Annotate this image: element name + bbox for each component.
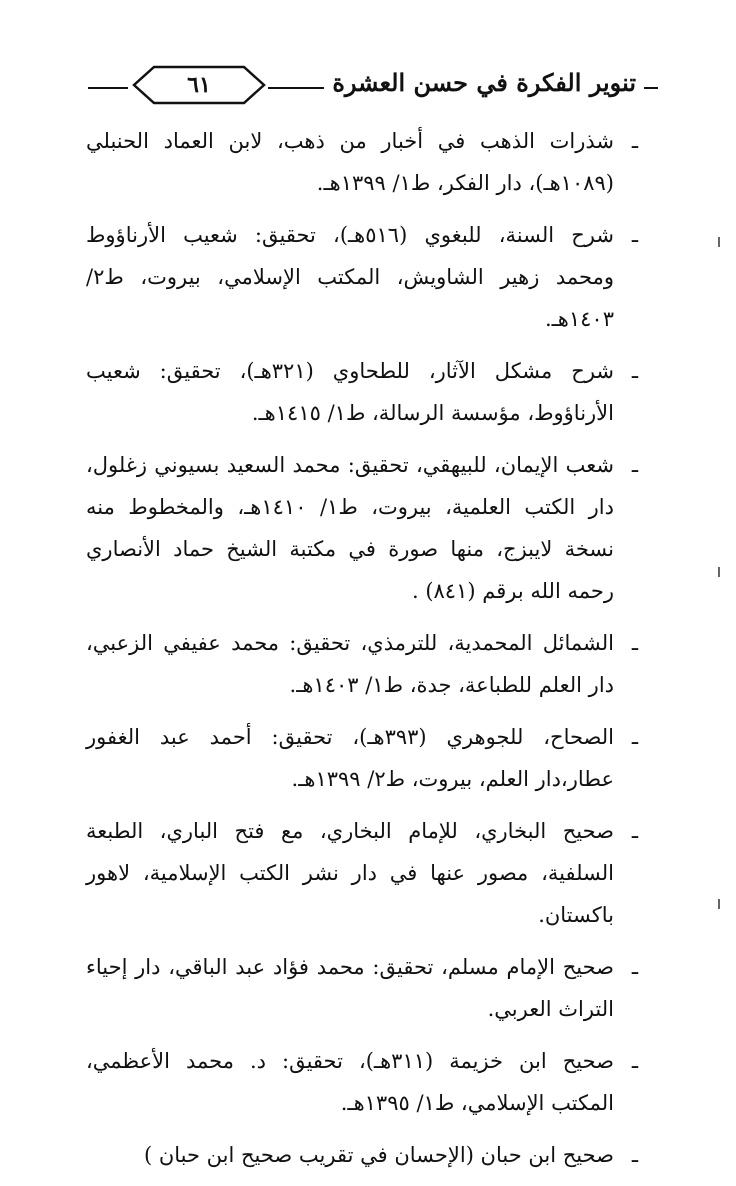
bibliography-entry	[86, 444, 638, 612]
page-number: ٦١	[187, 72, 211, 98]
entry-text: شرح مشكل الآثار، للطحاوي (٣٢١هـ)، تحقيق: شعيب الأرناؤوط، مؤسسة الرسالة، ط١/ ١٤١٥هـ.	[86, 359, 615, 425]
margin-mark	[718, 567, 720, 577]
bibliography-list	[86, 120, 638, 1186]
margin-mark	[718, 899, 720, 909]
running-header	[88, 63, 658, 109]
entry-text: الشمائل المحمدية، للترمذي، تحقيق: محمد عفيفي الزعبي، دار العلم للطباعة، جدة، ط١/ ١٤٠٣هـ.	[86, 631, 614, 697]
entry-text: الصحاح، للجوهري (٣٩٣هـ)، تحقيق: أحمد عبد الغفور عطار،دار العلم، بيروت، ط٢/ ١٣٩٩هـ.	[86, 725, 614, 791]
book-title: تنوير الفكرة في حسن العشرة	[324, 63, 644, 103]
entry-bullet: ـ	[631, 1049, 638, 1073]
entry-bullet: ـ	[631, 453, 638, 477]
margin-mark	[718, 237, 720, 247]
bibliography-entry	[86, 716, 638, 800]
entry-bullet: ـ	[631, 725, 638, 749]
bibliography-entry	[86, 810, 638, 936]
bibliography-entry	[86, 214, 638, 340]
entry-bullet: ـ	[631, 819, 638, 843]
entry-bullet: ـ	[631, 1143, 638, 1167]
entry-bullet: ـ	[631, 359, 638, 383]
bibliography-entry	[86, 1134, 638, 1176]
entry-bullet: ـ	[631, 955, 638, 979]
bibliography-entry	[86, 120, 638, 204]
bibliography-entry	[86, 1040, 638, 1124]
bibliography-entry	[86, 946, 638, 1030]
bibliography-entry	[86, 622, 638, 706]
entry-text: شرح السنة، للبغوي (٥١٦هـ)، تحقيق: شعيب الأرناؤوط ومحمد زهير الشاويش، المكتب الإسلامي، بيروت، ط٢/ ١٤٠٣هـ.	[86, 223, 614, 331]
header-rule-left	[88, 87, 128, 89]
entry-text: صحيح ابن حبان (الإحسان في تقريب صحيح ابن حبان )	[143, 1143, 614, 1167]
entry-text: صحيح ابن خزيمة (٣١١هـ)، تحقيق: د. محمد الأعظمي، المكتب الإسلامي، ط١/ ١٣٩٥هـ.	[86, 1049, 614, 1115]
entry-bullet: ـ	[631, 129, 638, 153]
entry-text: شذرات الذهب في أخبار من ذهب، لابن العماد الحنبلي (١٠٨٩هـ)، دار الفكر، ط١/ ١٣٩٩هـ.	[86, 129, 614, 195]
bibliography-entry	[86, 350, 638, 434]
entry-bullet: ـ	[631, 631, 638, 655]
entry-text: صحيح الإمام مسلم، تحقيق: محمد فؤاد عبد الباقي، دار إحياء التراث العربي.	[86, 955, 614, 1021]
entry-text: صحيح البخاري، للإمام البخاري، مع فتح الباري، الطبعة السلفية، مصور عنها في دار نشر الكتب الإسلامية، لاهور باكستان.	[86, 819, 614, 927]
page-number-badge	[132, 65, 266, 105]
entry-bullet: ـ	[631, 223, 638, 247]
entry-text: شعب الإيمان، للبيهقي، تحقيق: محمد السعيد بسيوني زغلول، دار الكتب العلمية، بيروت، ط١/ ١٤١٠هـ، والمخطوط منه نسخة لايبزج، منها صورة في مكتبة الشيخ حماد الأنصاري رحمه الله برقم (٨٤١) .	[86, 453, 614, 603]
